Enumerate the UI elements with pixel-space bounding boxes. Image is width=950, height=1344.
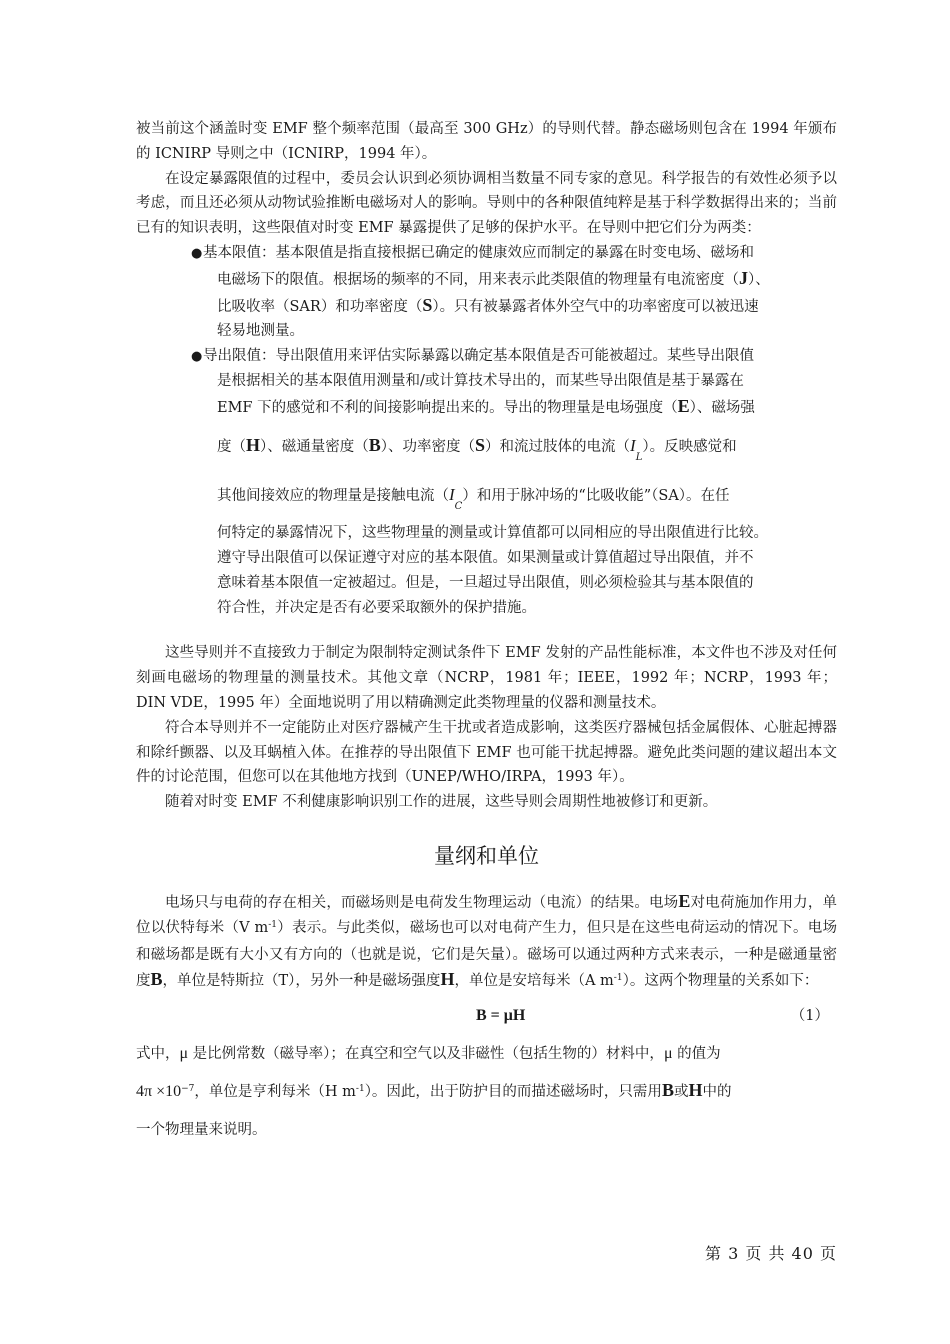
equation-formula: B = μH <box>476 1007 526 1025</box>
symbol-b: B <box>368 434 381 455</box>
limit-categories-list <box>136 241 837 620</box>
symbol-j: J <box>739 267 748 288</box>
paragraph-scope: 这些导则并不直接致力于制定为限制特定测试条件下 EMF 发射的产品性能标准，本文件也不涉及对任何刻画电磁场的物理量的测量技术。其他文章（NCRP，1981 年；IEEE，1992 年；NCRP，1993 年；DIN VDE，1995 年）全面地说明了用以精确测定此类物理量的仪器和测量技术。 <box>136 645 837 711</box>
symbol-s: S <box>475 434 486 455</box>
page-number: 第 3 页 共 40 页 <box>705 1244 837 1263</box>
symbol-s: S <box>422 294 433 315</box>
paragraph-continuation: 被当前这个涵盖时变 EMF 整个频率范围（最高至 300 GHz）的导则代替。静态磁场则包含在 1994 年颁布的 ICNIRP 导则之中（ICNIRP，1994 年）。 <box>136 121 837 162</box>
symbol-e: E <box>677 395 690 416</box>
list-item-reference-levels: ● 导出限值：导出限值用来评估实际暴露以确定基本限值是否可能被超过。某些导出限值 是根据相关的基本限值用测量和/或计算技术导出的，而某些导出限值是基于暴露在 EMF 下的感觉和不利的间接影响提出来的。导出的物理量是电场强度（E）、磁场强 度（H）、磁通量密度（B）、功率密度（S）和流过肢体的电流$(I_L)$。反映感觉和 其他间接效应的物理量是接触电流$(I_C)$和用于脉冲场的“比吸收能”（SA）。在任 何特定的暴露情况下，这些物理量的测量或计算值都可以同相应的导出限值进行比较。 遵守导出限值可以保证遵守对应的基本限值。如果测量或计算值超过导出限值，并不 意味着基本限值一定被超过。但是，一旦超过导出限值，则必须检验其与基本限值的 符合性，并决定是否有必要采取额外的保护措施。 <box>136 344 837 620</box>
symbol-b: B <box>661 1080 674 1101</box>
symbol-e: E <box>678 890 691 911</box>
subscript-c: C <box>454 501 463 513</box>
paragraph-revision: 随着对时变 EMF 不利健康影响识别工作的进展，这些导则会周期性地被修订和更新。 <box>165 794 718 811</box>
symbol-i-contact: I <box>449 485 455 505</box>
symbol-mu: μ <box>663 1045 673 1063</box>
equation-1 <box>136 996 837 1036</box>
list-item-basic-restrictions: ● 基本限值：基本限值是指直接根据已确定的健康效应而制定的暴露在时变电场、磁场和 电磁场下的限值。根据场的频率的不同，用来表示此类限值的物理量有电流密度（J）、 比吸收率（SAR）和功率密度（S）。只有被暴露者体外空气中的功率密度可以被迅速 轻易地测量。 <box>136 241 837 344</box>
symbol-h: H <box>440 969 455 990</box>
symbol-b: B <box>150 969 163 990</box>
paragraph-medical-devices: 符合本导则并不一定能防止对医疗器械产生干扰或者造成影响，这类医疗器械包括金属假体、心脏起搏器和除纤颤器、以及耳蜗植入体。在推荐的导出限值下 EMF 也可能干扰起搏器。避免此类问题的建议超出本文件的讨论范围，但您可以在其他地方找到（UNEP/WHO/IRPA，1993 年）。 <box>136 719 837 786</box>
paragraph-limits-intro: 在设定暴露限值的过程中，委员会认识到必须协调相当数量不同专家的意见。科学报告的有效性必须予以考虑，而且还必须从动物试验推断电磁场对人的影响。导则中的各种限值纯粹是基于科学数据得出来的；当前已有的知识表明，这些限值对时变 EMF 暴露提供了足够的保护水平。在导则中把它们分为两类： <box>136 170 837 237</box>
paragraph-permeability: 式中，μ 是比例常数（磁导率）；在真空和空气以及非磁性（包括生物的）材料中，μ 的值为 $4\pi \times 10^{-7}$，单位是亨利每米（H $m^{-1}$）。因此，出于防护目的而描述磁场时，只需用B或H中的 一个物理量来说明。 <box>136 1045 732 1139</box>
permeability-value: 4π ×10 <box>136 1083 182 1101</box>
symbol-i-limb: I <box>630 435 636 455</box>
bullet-icon: ● <box>191 349 203 365</box>
subscript-l: L <box>635 451 643 463</box>
symbol-h: H <box>246 434 261 455</box>
section-heading: 量纲和单位 <box>434 843 539 868</box>
paragraph-fields-units: 电场只与电荷的存在相关，而磁场则是电荷发生物理运动（电流）的结果。电场E对电荷施加作用力，单位以伏特每米（V $m^{-1}$）表示。与此类似，磁场也可以对电荷产生力，但只是在这些电荷运动的情况下。电场和磁场都是既有大小又有方向的（也就是说，它们是矢量）。磁场可以通过两种方式来表示，一种是磁通量密度B，单位是特斯拉（T），另外一种是磁场强度H，单位是安培每米（A $m^{-1}$）。这两个物理量的关系如下： <box>136 890 838 990</box>
equation-number: （1） <box>790 1008 829 1025</box>
symbol-h: H <box>688 1080 703 1101</box>
symbol-mu: μ <box>179 1045 189 1063</box>
bullet-icon: ● <box>191 245 203 261</box>
body-text <box>136 117 837 1148</box>
